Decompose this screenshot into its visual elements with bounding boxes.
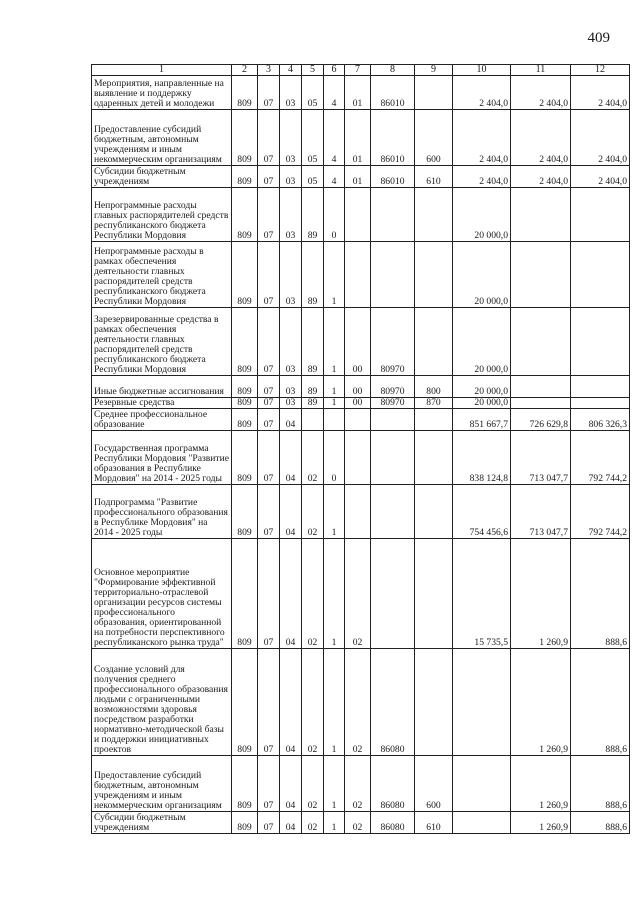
section-code: 07 [258, 166, 280, 188]
direction-code: 80970 [371, 398, 415, 409]
row-name: Непрограммные расходы главных распорядителей средств республиканского бюджета Республики Мордовия [92, 188, 232, 242]
section-code: 07 [258, 431, 280, 485]
section-code: 07 [258, 539, 280, 649]
event-code: 00 [345, 308, 371, 376]
subsection-code: 04 [280, 485, 302, 539]
program-code: 05 [302, 110, 324, 166]
event-code: 02 [345, 812, 371, 834]
expense-type-code [415, 431, 453, 485]
row-name: Субсидии бюджетным учреждениям [92, 812, 232, 834]
event-code: 00 [345, 376, 371, 398]
table-row [92, 76, 630, 110]
program-code: 05 [302, 76, 324, 110]
event-code: 02 [345, 756, 371, 812]
direction-code [371, 409, 415, 431]
table-row [92, 110, 630, 166]
col-header: 6 [324, 65, 345, 76]
program-code: 02 [302, 649, 324, 756]
direction-code: 86010 [371, 166, 415, 188]
sum-2025 [571, 398, 630, 409]
table-row [92, 166, 630, 188]
sum-2025: 2 404,0 [571, 110, 630, 166]
sum-2025 [571, 308, 630, 376]
row-name: Государственная программа Республики Мордовия "Развитие образования в Республике Мордовия" на 2014 - 2025 годы [92, 431, 232, 485]
subprogram-code: 0 [324, 188, 345, 242]
program-code: 02 [302, 485, 324, 539]
sum-2023: 754 456,6 [453, 485, 511, 539]
subsection-code: 03 [280, 242, 302, 308]
event-code [345, 431, 371, 485]
section-code: 07 [258, 398, 280, 409]
col-header: 12 [571, 65, 630, 76]
direction-code [371, 431, 415, 485]
subprogram-code: 4 [324, 166, 345, 188]
sum-2024 [511, 376, 571, 398]
col-header: 1 [92, 65, 232, 76]
subsection-code: 04 [280, 756, 302, 812]
direction-code: 86010 [371, 110, 415, 166]
row-name: Подпрограмма "Развитие профессионального образования в Республике Мордовия" на 2014 - 2025 годы [92, 485, 232, 539]
kgrbs-code: 809 [232, 376, 258, 398]
expense-type-code: 870 [415, 398, 453, 409]
event-code [345, 242, 371, 308]
expense-type-code [415, 308, 453, 376]
subprogram-code: 1 [324, 756, 345, 812]
sum-2023 [453, 649, 511, 756]
kgrbs-code: 809 [232, 188, 258, 242]
subprogram-code: 4 [324, 76, 345, 110]
section-code: 07 [258, 308, 280, 376]
expense-type-code [415, 409, 453, 431]
kgrbs-code: 809 [232, 539, 258, 649]
subsection-code: 04 [280, 431, 302, 485]
col-header: 9 [415, 65, 453, 76]
direction-code: 80970 [371, 308, 415, 376]
sum-2025: 2 404,0 [571, 76, 630, 110]
subprogram-code: 1 [324, 308, 345, 376]
row-name: Предоставление субсидий бюджетным, автономным учреждениям и иным некоммерческим организациям [92, 110, 232, 166]
program-code: 89 [302, 242, 324, 308]
section-code: 07 [258, 188, 280, 242]
event-code: 00 [345, 398, 371, 409]
program-code: 89 [302, 188, 324, 242]
sum-2025 [571, 242, 630, 308]
col-header: 11 [511, 65, 571, 76]
sum-2025: 792 744,2 [571, 431, 630, 485]
row-name: Мероприятия, направленные на выявление и поддержку одаренных детей и молодежи [92, 76, 232, 110]
section-code: 07 [258, 756, 280, 812]
sum-2023: 20 000,0 [453, 242, 511, 308]
col-header: 10 [453, 65, 511, 76]
page-number: 409 [587, 30, 610, 46]
program-code: 02 [302, 539, 324, 649]
expense-type-code [415, 76, 453, 110]
kgrbs-code: 809 [232, 110, 258, 166]
section-code: 07 [258, 485, 280, 539]
table-row [92, 756, 630, 812]
section-code: 07 [258, 76, 280, 110]
row-name: Основное мероприятие "Формирование эффективной территориально-отраслевой организации ресурсов системы профессионального образования, ориентированной на потребности перспективного республиканского рынка труда" [92, 539, 232, 649]
section-code: 07 [258, 110, 280, 166]
subprogram-code: 1 [324, 485, 345, 539]
sum-2024: 1 260,9 [511, 649, 571, 756]
program-code: 02 [302, 431, 324, 485]
program-code: 89 [302, 398, 324, 409]
sum-2025: 888,6 [571, 756, 630, 812]
kgrbs-code: 809 [232, 308, 258, 376]
sum-2025 [571, 188, 630, 242]
subsection-code: 04 [280, 649, 302, 756]
sum-2023: 2 404,0 [453, 166, 511, 188]
table-row [92, 188, 630, 242]
direction-code [371, 242, 415, 308]
section-code: 07 [258, 376, 280, 398]
direction-code: 86080 [371, 812, 415, 834]
section-code: 07 [258, 409, 280, 431]
row-name: Субсидии бюджетным учреждениям [92, 166, 232, 188]
sum-2024: 726 629,8 [511, 409, 571, 431]
subsection-code: 03 [280, 166, 302, 188]
budget-table [91, 64, 630, 834]
expense-type-code [415, 649, 453, 756]
direction-code [371, 539, 415, 649]
table-row [92, 398, 630, 409]
event-code [345, 188, 371, 242]
table-row [92, 649, 630, 756]
table-row [92, 409, 630, 431]
sum-2024: 1 260,9 [511, 539, 571, 649]
expense-type-code [415, 188, 453, 242]
event-code: 01 [345, 76, 371, 110]
kgrbs-code: 809 [232, 242, 258, 308]
section-code: 07 [258, 812, 280, 834]
direction-code: 86010 [371, 76, 415, 110]
sum-2024: 2 404,0 [511, 166, 571, 188]
sum-2024: 1 260,9 [511, 812, 571, 834]
sum-2024 [511, 308, 571, 376]
sum-2024 [511, 398, 571, 409]
sum-2024: 2 404,0 [511, 76, 571, 110]
sum-2025 [571, 376, 630, 398]
subprogram-code: 1 [324, 398, 345, 409]
expense-type-code [415, 485, 453, 539]
direction-code [371, 188, 415, 242]
sum-2023 [453, 812, 511, 834]
row-name: Предоставление субсидий бюджетным, автономным учреждениям и иным некоммерческим организациям [92, 756, 232, 812]
direction-code: 86080 [371, 756, 415, 812]
program-code: 89 [302, 308, 324, 376]
subsection-code: 03 [280, 188, 302, 242]
col-header: 3 [258, 65, 280, 76]
row-name: Зарезервированные средства в рамках обеспечения деятельности главных распорядителей средств республиканского бюджета Республики Мордовия [92, 308, 232, 376]
subprogram-code: 1 [324, 242, 345, 308]
sum-2023: 2 404,0 [453, 110, 511, 166]
direction-code: 86080 [371, 649, 415, 756]
event-code [345, 485, 371, 539]
row-name: Резервные средства [92, 398, 232, 409]
table-row [92, 812, 630, 834]
subprogram-code: 1 [324, 539, 345, 649]
program-code: 05 [302, 166, 324, 188]
kgrbs-code: 809 [232, 756, 258, 812]
program-code: 02 [302, 812, 324, 834]
program-code [302, 409, 324, 431]
event-code: 02 [345, 539, 371, 649]
kgrbs-code: 809 [232, 76, 258, 110]
section-code: 07 [258, 242, 280, 308]
expense-type-code: 600 [415, 756, 453, 812]
sum-2023 [453, 756, 511, 812]
sum-2023: 20 000,0 [453, 376, 511, 398]
sum-2023: 15 735,5 [453, 539, 511, 649]
row-name: Иные бюджетные ассигнования [92, 376, 232, 398]
kgrbs-code: 809 [232, 485, 258, 539]
sum-2025: 2 404,0 [571, 166, 630, 188]
col-header: 4 [280, 65, 302, 76]
kgrbs-code: 809 [232, 649, 258, 756]
sum-2025: 888,6 [571, 539, 630, 649]
table-row [92, 376, 630, 398]
subsection-code: 03 [280, 398, 302, 409]
sum-2024: 713 047,7 [511, 431, 571, 485]
sum-2024 [511, 242, 571, 308]
row-name: Создание условий для получения среднего профессионального образования людьми с ограниченными возможностями здоровья посредством разработки нормативно-методической базы и поддержки инициативных проектов [92, 649, 232, 756]
subsection-code: 03 [280, 76, 302, 110]
subsection-code: 03 [280, 110, 302, 166]
sum-2023: 838 124,8 [453, 431, 511, 485]
subsection-code: 04 [280, 409, 302, 431]
sum-2025: 888,6 [571, 649, 630, 756]
subprogram-code [324, 409, 345, 431]
sum-2023: 20 000,0 [453, 308, 511, 376]
sum-2023: 851 667,7 [453, 409, 511, 431]
subsection-code: 03 [280, 308, 302, 376]
kgrbs-code: 809 [232, 812, 258, 834]
subsection-code: 03 [280, 376, 302, 398]
expense-type-code: 610 [415, 166, 453, 188]
event-code: 02 [345, 649, 371, 756]
table-row [92, 485, 630, 539]
event-code: 01 [345, 166, 371, 188]
col-header: 2 [232, 65, 258, 76]
subprogram-code: 1 [324, 812, 345, 834]
direction-code: 80970 [371, 376, 415, 398]
sum-2024: 2 404,0 [511, 110, 571, 166]
row-name: Среднее профессиональное образование [92, 409, 232, 431]
event-code [345, 409, 371, 431]
table-row [92, 308, 630, 376]
subprogram-code: 0 [324, 431, 345, 485]
sum-2024: 713 047,7 [511, 485, 571, 539]
event-code: 01 [345, 110, 371, 166]
sum-2023: 2 404,0 [453, 76, 511, 110]
kgrbs-code: 809 [232, 398, 258, 409]
program-code: 89 [302, 376, 324, 398]
sum-2025: 792 744,2 [571, 485, 630, 539]
col-header: 5 [302, 65, 324, 76]
col-header: 8 [371, 65, 415, 76]
direction-code [371, 485, 415, 539]
table-row [92, 539, 630, 649]
table-row [92, 431, 630, 485]
sum-2025: 888,6 [571, 812, 630, 834]
expense-type-code: 610 [415, 812, 453, 834]
header-row [92, 65, 630, 76]
table-row [92, 242, 630, 308]
sum-2024: 1 260,9 [511, 756, 571, 812]
section-code: 07 [258, 649, 280, 756]
sum-2023: 20 000,0 [453, 398, 511, 409]
subprogram-code: 1 [324, 649, 345, 756]
kgrbs-code: 809 [232, 409, 258, 431]
sum-2023: 20 000,0 [453, 188, 511, 242]
sum-2024 [511, 188, 571, 242]
expense-type-code: 800 [415, 376, 453, 398]
subprogram-code: 4 [324, 110, 345, 166]
expense-type-code: 600 [415, 110, 453, 166]
expense-type-code [415, 539, 453, 649]
subprogram-code: 1 [324, 376, 345, 398]
kgrbs-code: 809 [232, 166, 258, 188]
subsection-code: 04 [280, 812, 302, 834]
kgrbs-code: 809 [232, 431, 258, 485]
col-header: 7 [345, 65, 371, 76]
row-name: Непрограммные расходы в рамках обеспечения деятельности главных распорядителей средств республиканского бюджета Республики Мордовия [92, 242, 232, 308]
subsection-code: 04 [280, 539, 302, 649]
sum-2025: 806 326,3 [571, 409, 630, 431]
program-code: 02 [302, 756, 324, 812]
expense-type-code [415, 242, 453, 308]
